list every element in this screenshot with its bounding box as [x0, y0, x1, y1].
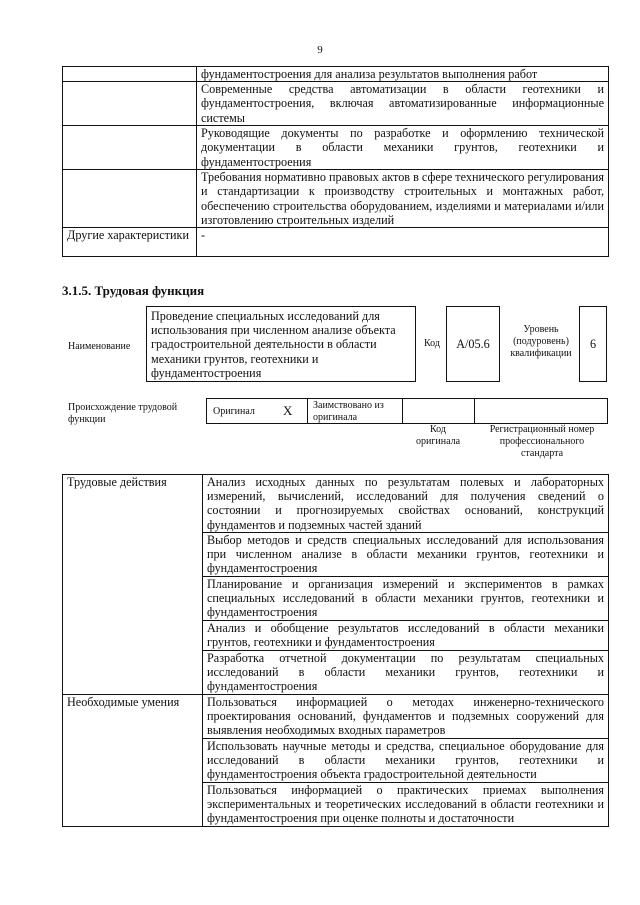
row-text: -	[197, 228, 609, 257]
row-text: Руководящие документы по разработке и оформлению технической документации в области механики грунтов, геотехники и фундаментостроения	[197, 126, 609, 170]
cell-text: Выбор методов и средств специальных исследований для использования при численном анализе в области механики грунтов, геотехники и фундаментостроения	[203, 533, 609, 577]
cell-text: Пользоваться информацией о методах инженерно-технического проектирования оснований, фундаментов и подземных сооружений для выявления необходимых входных параметров	[203, 695, 609, 739]
origin-reg-cell	[474, 398, 608, 424]
table-row	[63, 228, 609, 257]
page-number: 9	[317, 44, 323, 56]
code-original-label: Код оригинала	[415, 424, 461, 447]
origin-code-cell	[402, 398, 475, 424]
origin-borrowed-cell	[307, 398, 403, 424]
level-box: 6	[579, 306, 607, 382]
row-label	[63, 126, 197, 170]
origin-original-cell	[206, 398, 308, 424]
cell-text: Планирование и организация измерений и экспериментов в рамках специальных исследований в области механики грунтов, геотехники и фундаментостроения	[203, 577, 609, 621]
row-text: Современные средства автоматизации в области геотехники и фундаментостроения, включая автоматизированные информационные системы	[197, 82, 609, 126]
table-row	[63, 67, 609, 82]
section-title: 3.1.5. Трудовая функция	[62, 283, 205, 298]
cell-text: Анализ и обобщение результатов исследований в области механики грунтов, геотехники и фундаментостроения	[203, 621, 609, 651]
group-label: Трудовые действия	[63, 475, 203, 695]
function-name-box: Проведение специальных исследований для использования при численном анализе объекта градостроительной деятельности в области механики грунтов, геотехники и фундаментостроения	[146, 306, 416, 382]
table-row	[63, 126, 609, 170]
original-mark: X	[283, 403, 293, 418]
cell-text: Разработка отчетной документации по результатам специальных исследований в области механики грунтов, геотехники и фундаментостроения	[203, 651, 609, 695]
cell-text: Анализ исходных данных по результатам полевых и лабораторных измерений, вычислений, исследований для получения сведений о состоянии и прогнозируемых свойствах оснований, конструкций фундаментов и подземных частей зданий	[203, 475, 609, 533]
table-row	[63, 170, 609, 228]
cell-text: Использовать научные методы и средства, специальное оборудование для исследований в области механики грунтов, геотехники и фундаментостроения объекта градостроительной деятельности	[203, 739, 609, 783]
row-label	[63, 67, 197, 82]
main-table	[62, 474, 609, 827]
table-row	[63, 475, 609, 533]
group-label: Необходимые умения	[63, 695, 203, 827]
code-label: Код	[424, 338, 440, 349]
reg-number-label: Регистрационный номер профессионального стандарта	[489, 424, 595, 459]
level-label: Уровень (подуровень) квалификации	[510, 324, 572, 359]
table-row	[63, 82, 609, 126]
row-label	[63, 170, 197, 228]
row-text: фундаментостроения для анализа результатов выполнения работ	[197, 67, 609, 82]
row-label: Другие характеристики	[63, 228, 197, 257]
row-text: Требования нормативно правовых актов в сфере технического регулирования и стандартизации к производству строительных и монтажных работ, обеспечению строительства оборудованием, изделиями и материалами и/или изготовлению строительных изделий	[197, 170, 609, 228]
cell-text: Пользоваться информацией о практических приемах выполнения экспериментальных и теоретических исследований в области геотехники и фундаментостроения при оценке полноты и достаточности	[203, 783, 609, 827]
table-row	[63, 695, 609, 739]
top-table	[62, 66, 609, 257]
name-label: Наименование	[68, 341, 131, 352]
origin-label: Происхождение трудовой функции	[68, 402, 178, 425]
original-label: Оригинал	[213, 406, 255, 417]
function-code-box: A/05.6	[446, 306, 500, 382]
borrowed-label: Заимствовано из оригинала	[313, 400, 384, 423]
row-label	[63, 82, 197, 126]
